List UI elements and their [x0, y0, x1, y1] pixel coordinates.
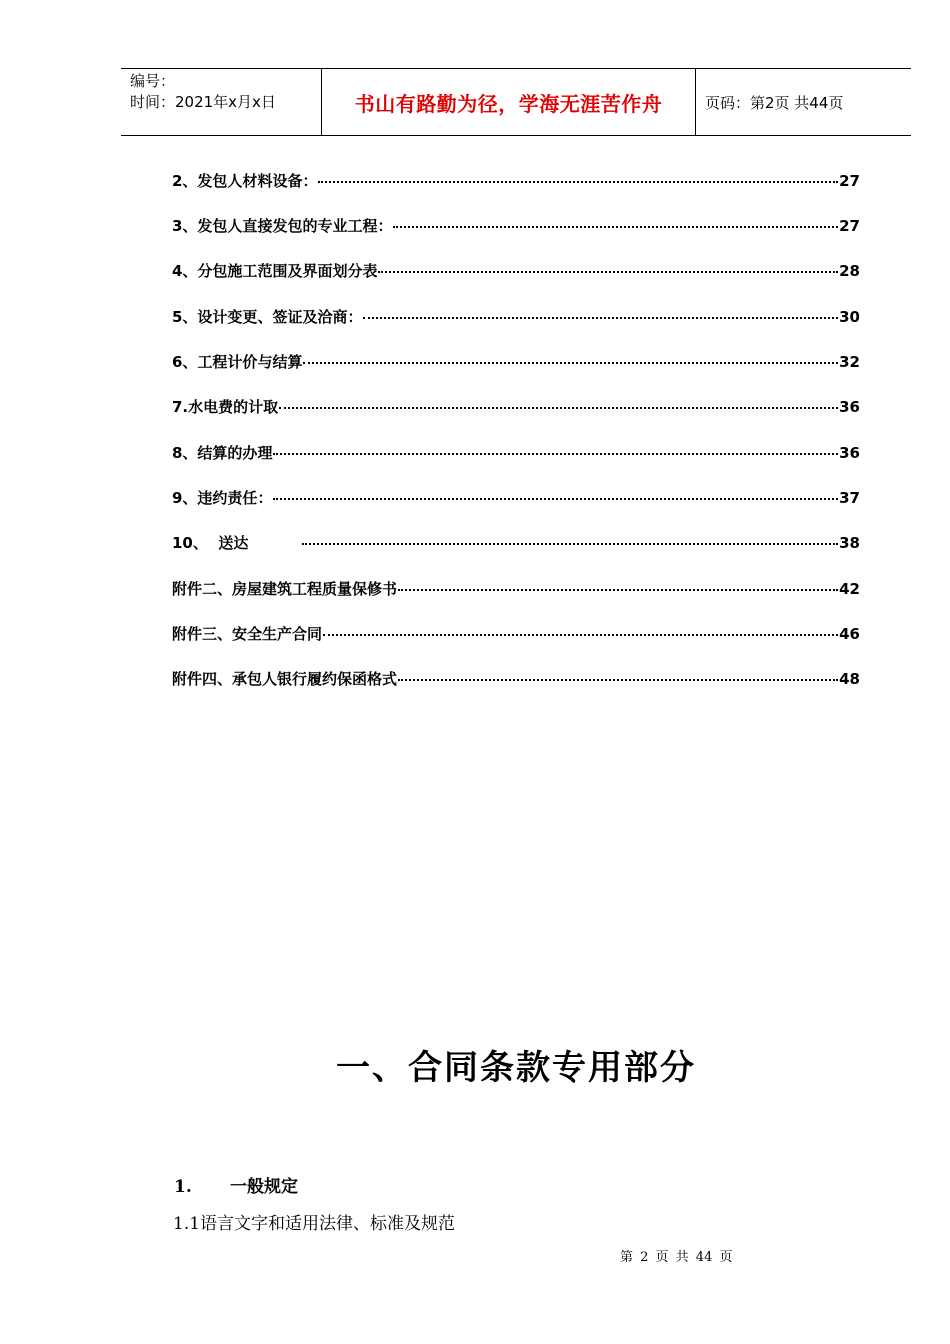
section-title: 一般规定 [230, 1177, 298, 1197]
header-divider-2 [695, 68, 696, 136]
section-heading [174, 1172, 298, 1197]
toc-entry-label: 3、发包人直接发包的专业工程： [172, 217, 393, 235]
toc-leader [273, 453, 838, 455]
toc-entry-label: 附件四、承包人银行履约保函格式 [172, 670, 398, 688]
toc-entry[interactable] [172, 668, 860, 692]
toc-entry-page: 32 [839, 353, 860, 371]
toc-leader [323, 634, 838, 636]
toc-entry-page: 48 [839, 670, 860, 688]
section-number: 1. [174, 1177, 192, 1197]
toc-entry-page: 38 [839, 534, 860, 552]
header-motto: 书山有路勤为径，学海无涯苦作舟 [354, 91, 663, 116]
toc-entry-page: 28 [839, 262, 860, 280]
toc-leader [273, 498, 838, 500]
toc-entry[interactable] [172, 442, 860, 466]
toc-entry[interactable] [172, 215, 860, 239]
toc-entry-label: 7.水电费的计取 [172, 398, 279, 416]
toc-entry[interactable] [172, 260, 860, 284]
toc-entry[interactable] [172, 170, 860, 194]
toc-leader [393, 226, 838, 228]
toc-entry-label: 8、结算的办理 [172, 444, 273, 462]
toc-entry-page: 36 [839, 444, 860, 462]
toc-entry-page: 37 [839, 489, 860, 507]
toc-entry-label: 2、发包人材料设备： [172, 172, 318, 190]
header-meta [130, 71, 276, 113]
toc-entry-page: 46 [839, 625, 860, 643]
toc-entry[interactable] [172, 532, 860, 556]
toc-entry-page: 27 [839, 172, 860, 190]
page-footer: 第 2 页 共 44 页 [620, 1250, 733, 1265]
toc-entry[interactable] [172, 623, 860, 647]
toc-entry-page: 42 [839, 580, 860, 598]
toc-entry-label: 9、违约责任： [172, 489, 273, 507]
toc-entry-label: 6、工程计价与结算 [172, 353, 303, 371]
toc-entry[interactable] [172, 487, 860, 511]
header-page-info: 页码：第2页 共44页 [705, 93, 844, 112]
header-time-label: 时间：2021年x月x日 [130, 93, 276, 111]
toc-entry-label: 附件二、房屋建筑工程质量保修书 [172, 580, 398, 598]
toc-leader [318, 181, 838, 183]
toc-leader [279, 407, 838, 409]
toc-entry-label: 5、设计变更、签证及洽商： [172, 308, 363, 326]
subsection-heading: 1.1语言文字和适用法律、标准及规范 [173, 1214, 456, 1234]
toc-entry-label: 4、分包施工范围及界面划分表 [172, 262, 378, 280]
toc-entry-label: 附件三、安全生产合同 [172, 625, 323, 643]
toc-entry-page: 30 [839, 308, 860, 326]
toc-leader [303, 362, 838, 364]
toc-entry-label: 10、 送达 [172, 534, 301, 552]
toc-entry[interactable] [172, 396, 860, 420]
toc-entry[interactable] [172, 578, 860, 602]
toc-leader [398, 589, 838, 591]
toc-leader [378, 271, 838, 273]
toc-entry[interactable] [172, 306, 860, 330]
header-code-label: 编号： [130, 72, 176, 90]
toc-entry-page: 36 [839, 398, 860, 416]
toc-entry-page: 27 [839, 217, 860, 235]
toc-entry[interactable] [172, 351, 860, 375]
toc-leader [398, 679, 838, 681]
chapter-title: 一、合同条款专用部分 [336, 1048, 696, 1088]
toc-leader [302, 543, 839, 545]
page-header [121, 68, 911, 136]
toc-leader [363, 317, 838, 319]
